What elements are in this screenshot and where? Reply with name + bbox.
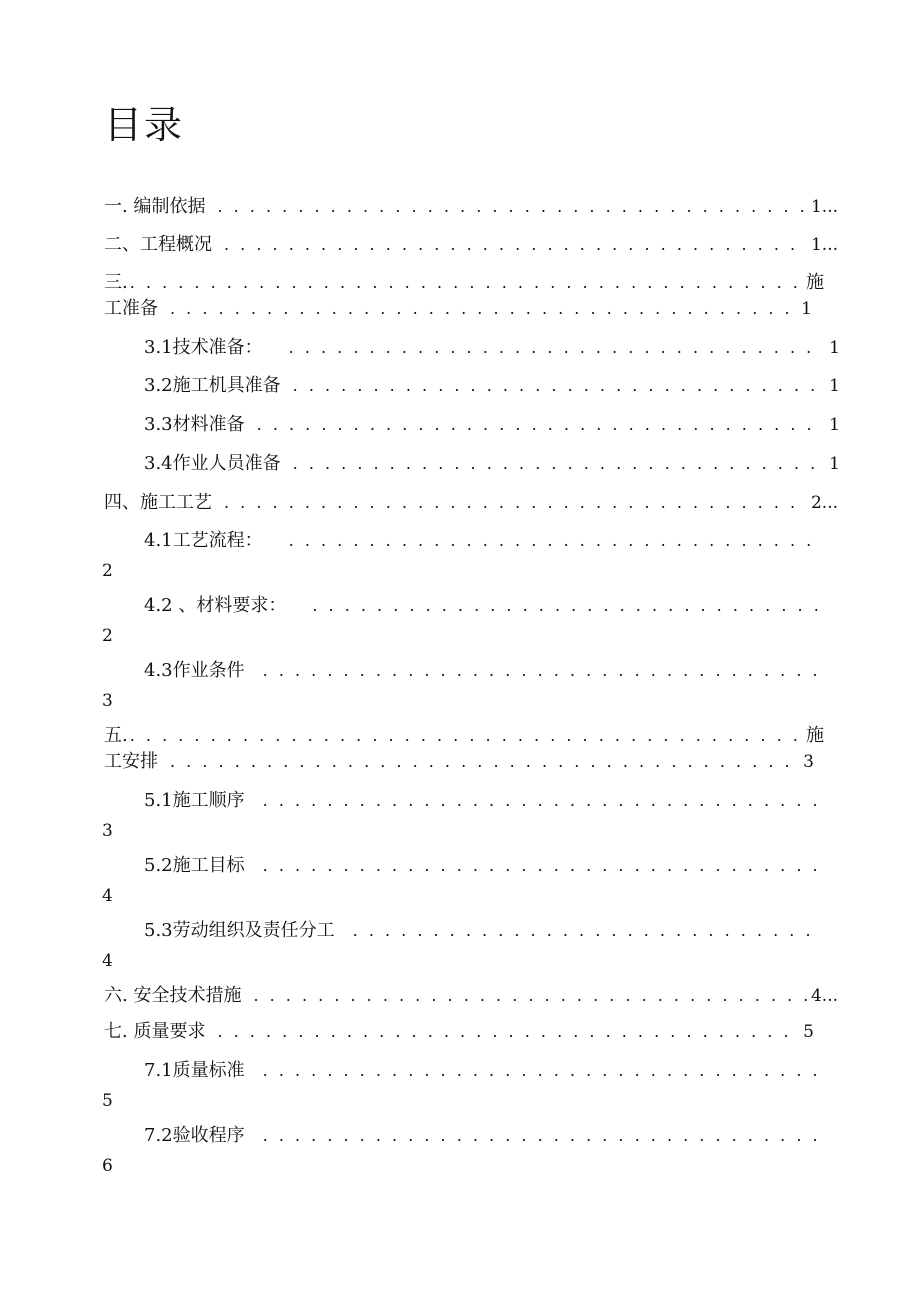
toc-title: 目录 — [104, 103, 185, 147]
toc-entry-page: 2... — [810, 493, 838, 513]
toc-entry-label: 4.1工艺流程： — [144, 530, 263, 551]
dot-leader — [257, 412, 818, 438]
toc-entry-label: 7.1质量标准 — [144, 1060, 245, 1081]
dot-leader — [130, 723, 802, 749]
dot-leader — [224, 490, 807, 516]
toc-entry-3-2[interactable] — [144, 373, 840, 399]
toc-entry-label: 3.2施工机具准备 — [144, 375, 281, 396]
toc-entry-page: 施 — [806, 725, 824, 746]
toc-entry-label: 5.2施工目标 — [144, 855, 245, 876]
toc-entry-page: 3 — [102, 821, 113, 841]
toc-entry-3-continuation[interactable] — [104, 296, 812, 322]
toc-entry-page: 6 — [102, 1156, 113, 1176]
toc-entry-7-2[interactable] — [144, 1123, 820, 1149]
toc-entry-label: 六. 安全技术措施 — [104, 985, 242, 1006]
dot-leader — [217, 194, 807, 220]
toc-entry-page: 4... — [810, 986, 838, 1006]
toc-entry-4[interactable] — [104, 490, 838, 516]
dot-leader — [263, 1058, 820, 1084]
dot-leader — [263, 853, 820, 879]
toc-entry-page: 施 — [806, 272, 824, 293]
toc-entry-7[interactable] — [104, 1019, 814, 1045]
toc-entry-label: 一. 编制依据 — [104, 196, 206, 217]
toc-entry-label: 五. — [104, 725, 128, 746]
dot-leader — [224, 232, 807, 258]
toc-entry-page: 1 — [829, 338, 840, 358]
toc-entry-4-3[interactable] — [144, 658, 820, 684]
toc-entry-page: 1 — [829, 376, 840, 396]
toc-entry-label: 工安排 — [104, 751, 158, 772]
toc-entry-label: 二、工程概况 — [104, 234, 212, 255]
toc-entry-3-3[interactable] — [144, 412, 840, 438]
dot-leader — [293, 373, 818, 399]
dot-leader — [353, 918, 820, 944]
toc-entry-label: 5.1施工顺序 — [144, 790, 245, 811]
toc-entry-label: 4.3作业条件 — [144, 660, 245, 681]
toc-entry-label: 7.2验收程序 — [144, 1125, 245, 1146]
dot-leader — [170, 296, 797, 322]
toc-entry-5[interactable] — [104, 723, 824, 749]
dot-leader — [289, 335, 818, 361]
toc-entry-3-4[interactable] — [144, 451, 840, 477]
toc-entry-label: 三. — [104, 272, 128, 293]
toc-entry-label: 5.3劳动组织及责任分工 — [144, 920, 335, 941]
dot-leader — [263, 788, 820, 814]
toc-entry-3-1[interactable] — [144, 335, 840, 361]
toc-entry-label: 3.3材料准备 — [144, 414, 245, 435]
toc-entry-label: 七. 质量要求 — [104, 1021, 206, 1042]
toc-entry-label: 工准备 — [104, 298, 158, 319]
dot-leader — [263, 658, 820, 684]
toc-entry-5-3[interactable] — [144, 918, 820, 944]
toc-entry-5-2[interactable] — [144, 853, 820, 879]
dot-leader — [217, 1019, 799, 1045]
toc-entry-6[interactable] — [104, 983, 838, 1009]
toc-entry-page: 1 — [829, 415, 840, 435]
dot-leader — [263, 1123, 820, 1149]
toc-entry-2[interactable] — [104, 232, 838, 258]
dot-leader — [170, 749, 799, 775]
toc-entry-page: 3 — [102, 691, 113, 711]
toc-entry-page: 3 — [803, 752, 814, 772]
dot-leader — [293, 451, 818, 477]
toc-entry-page: 5 — [803, 1022, 814, 1042]
toc-entry-page: 1 — [829, 454, 840, 474]
dot-leader — [312, 593, 820, 619]
toc-entry-label: 3.4作业人员准备 — [144, 453, 281, 474]
toc-entry-label: 4.2 、材料要求： — [144, 595, 287, 616]
dot-leader — [130, 270, 802, 296]
toc-entry-label: 3.1技术准备： — [144, 337, 263, 358]
toc-entry-page: 2 — [102, 561, 113, 581]
toc-entry-page: 1 — [801, 299, 812, 319]
toc-entry-3[interactable] — [104, 270, 824, 296]
toc-entry-5-1[interactable] — [144, 788, 820, 814]
toc-entry-page: 4 — [102, 951, 113, 971]
dot-leader — [253, 983, 807, 1009]
toc-entry-page: 1... — [810, 235, 838, 255]
dot-leader — [289, 528, 820, 554]
toc-entry-label: 四、施工工艺 — [104, 492, 212, 513]
toc-entry-1[interactable] — [104, 194, 838, 220]
toc-entry-page: 5 — [102, 1091, 113, 1111]
toc-entry-5-continuation[interactable] — [104, 749, 814, 775]
toc-entry-page: 4 — [102, 886, 113, 906]
toc-entry-7-1[interactable] — [144, 1058, 820, 1084]
toc-entry-4-2[interactable] — [144, 593, 820, 619]
toc-entry-page: 2 — [102, 626, 113, 646]
toc-entry-4-1[interactable] — [144, 528, 820, 554]
toc-entry-page: 1... — [810, 197, 838, 217]
